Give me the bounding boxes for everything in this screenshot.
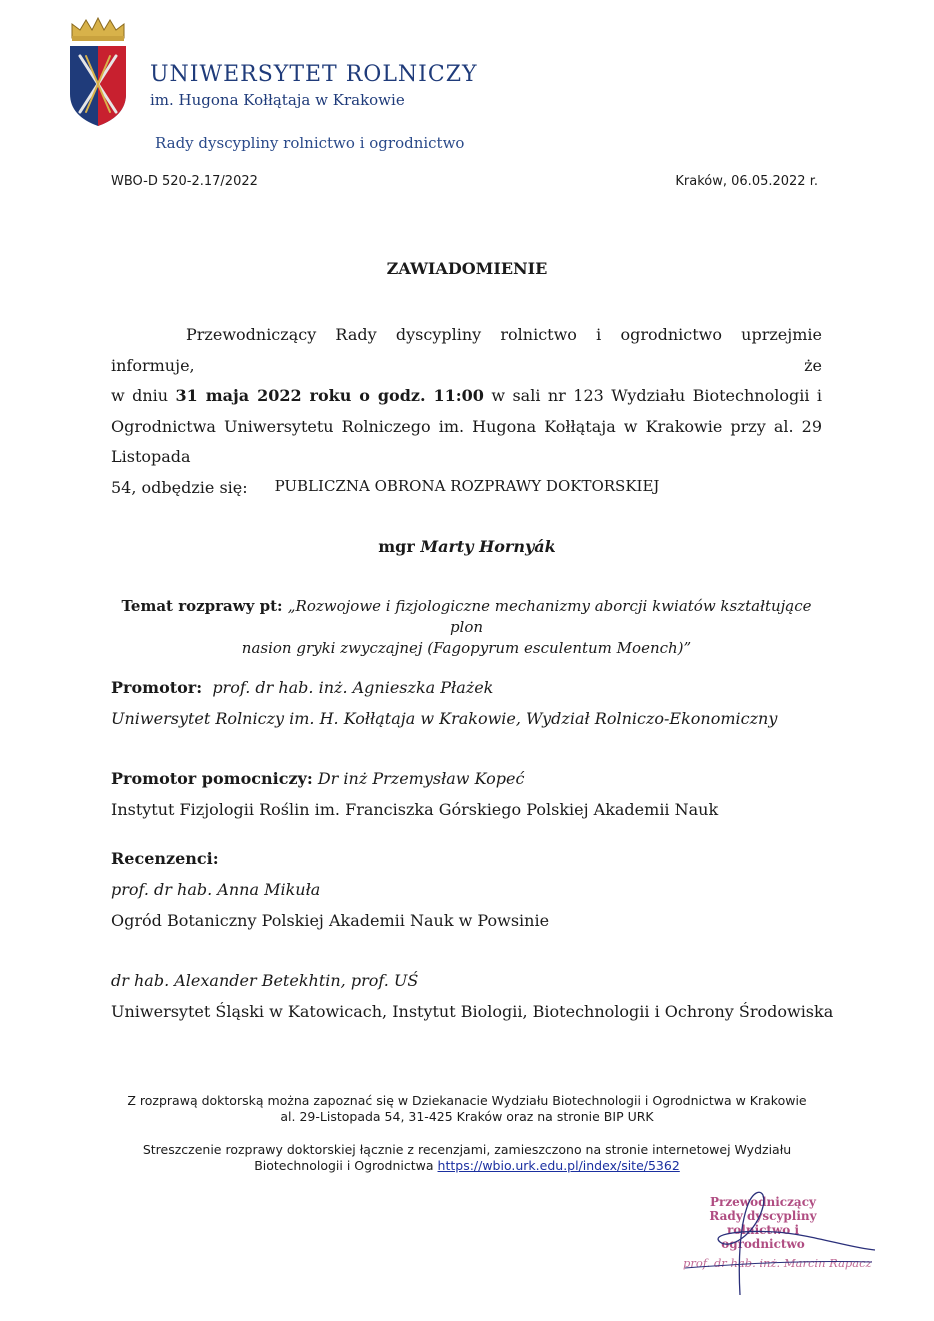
- event-heading: PUBLICZNA OBRONA ROZPRAWY DOKTORSKIEJ: [274, 477, 660, 495]
- document-title: ZAWIADOMIENIE: [386, 259, 548, 278]
- co-promotor-name: Dr inż Przemysław Kopeć: [317, 769, 525, 788]
- reviewer-1-name: prof. dr hab. Anna Mikuła: [111, 880, 321, 899]
- intro-line-1: Przewodniczący Rady dyscypliny rolnictwo i ogrodnictwo uprzejmie informuje, że: [111, 325, 822, 375]
- footer-note-2-line-2: [0, 1158, 934, 1174]
- footer-note-1-line-1: Z rozprawą doktorską można zapoznać się w Dziekanacie Wydziału Biotechnologii i Ogrodnictwa w Krakowie: [127, 1093, 807, 1108]
- place-date: Kraków, 06.05.2022 r.: [675, 174, 818, 189]
- council-name: Rady dyscypliny rolnictwo i ogrodnictwo: [155, 134, 465, 152]
- stamp-line-3: rolnictwo i ogrodnictwo: [721, 1223, 805, 1251]
- footer-note-2: [0, 1142, 934, 1174]
- reviewer-1-affiliation: Ogród Botaniczny Polskiej Akademii Nauk w Powsinie: [111, 911, 550, 930]
- topic-label: Temat rozprawy pt:: [121, 597, 288, 615]
- promotor-affiliation: Uniwersytet Rolniczy im. H. Kołłątaja w Krakowie, Wydział Rolniczo-Ekonomiczny: [111, 709, 778, 728]
- footer-note-2-line-2-pre: Biotechnologii i Ogrodnictwa: [254, 1158, 438, 1173]
- footer-note-1: [0, 1093, 934, 1125]
- footer-note-2-line-1: Streszczenie rozprawy doktorskiej łącznie z recenzjami, zamieszczono na stronie internetowej Wydziału: [142, 1142, 792, 1157]
- co-promotor-line: [111, 769, 524, 788]
- stamp-line-2: Rady dyscypliny: [709, 1209, 817, 1223]
- defense-date-time: 31 maja 2022 roku o godz. 11:00: [175, 386, 484, 405]
- reviewer-2-name: dr hab. Alexander Betekhtin, prof. UŚ: [111, 971, 419, 990]
- promotor-name: prof. dr hab. inż. Agnieszka Płażek: [212, 678, 494, 697]
- reference-number: WBO-D 520-2.17/2022: [111, 174, 258, 189]
- candidate-name: [0, 537, 934, 556]
- promotor-line: [111, 678, 493, 697]
- intro-line-4: 54, odbędzie się:: [111, 477, 248, 497]
- thesis-topic: [111, 596, 822, 659]
- candidate-full-name: Marty Hornyák: [420, 537, 556, 556]
- intro-line-2-pre: w dniu: [111, 386, 176, 405]
- stamp-line-1: Przewodniczący: [710, 1195, 816, 1209]
- topic-line-1: „Rozwojowe i fizjologiczne mechanizmy aborcji kwiatów kształtujące plon: [287, 597, 812, 636]
- intro-line-3: Ogrodnictwa Uniwersytetu Rolniczego im. Hugona Kołłątaja w Krakowie przy al. 29 Listopada: [111, 416, 822, 466]
- intro-paragraph: [111, 320, 822, 503]
- co-promotor-affiliation: Instytut Fizjologii Roślin im. Franciszka Górskiego Polskiej Akademii Nauk: [111, 800, 719, 819]
- footer-note-1-line-2: al. 29-Listopada 54, 31-425 Kraków oraz na stronie BIP URK: [280, 1109, 654, 1124]
- candidate-prefix: mgr: [378, 537, 421, 556]
- faculty-website-link[interactable]: https://wbio.urk.edu.pl/index/site/5362: [437, 1158, 680, 1173]
- intro-line-2: [111, 381, 822, 412]
- topic-line-2: nasion gryki zwyczajnej (Fagopyrum esculentum Moench)”: [241, 639, 692, 657]
- university-subtitle: im. Hugona Kołłątaja w Krakowie: [150, 91, 405, 109]
- reviewer-2-affiliation: Uniwersytet Śląski w Katowicach, Instytut Biologii, Biotechnologii i Ochrony Środowiska: [111, 1002, 834, 1021]
- reviewers-label: Recenzenci:: [111, 849, 219, 868]
- promotor-label: Promotor:: [111, 678, 203, 697]
- crown-icon: [72, 18, 124, 41]
- university-name: UNIWERSYTET ROLNICZY: [150, 62, 478, 87]
- stamp-signatory-name: prof. dr hab. inż. Marcin Rapacz: [683, 1256, 872, 1270]
- intro-line-2-post: w sali nr 123 Wydziału Biotechnologii i: [483, 386, 822, 405]
- university-crest-logo: [66, 16, 130, 128]
- co-promotor-label: Promotor pomocniczy:: [111, 769, 313, 788]
- handwritten-signature: [680, 1180, 880, 1300]
